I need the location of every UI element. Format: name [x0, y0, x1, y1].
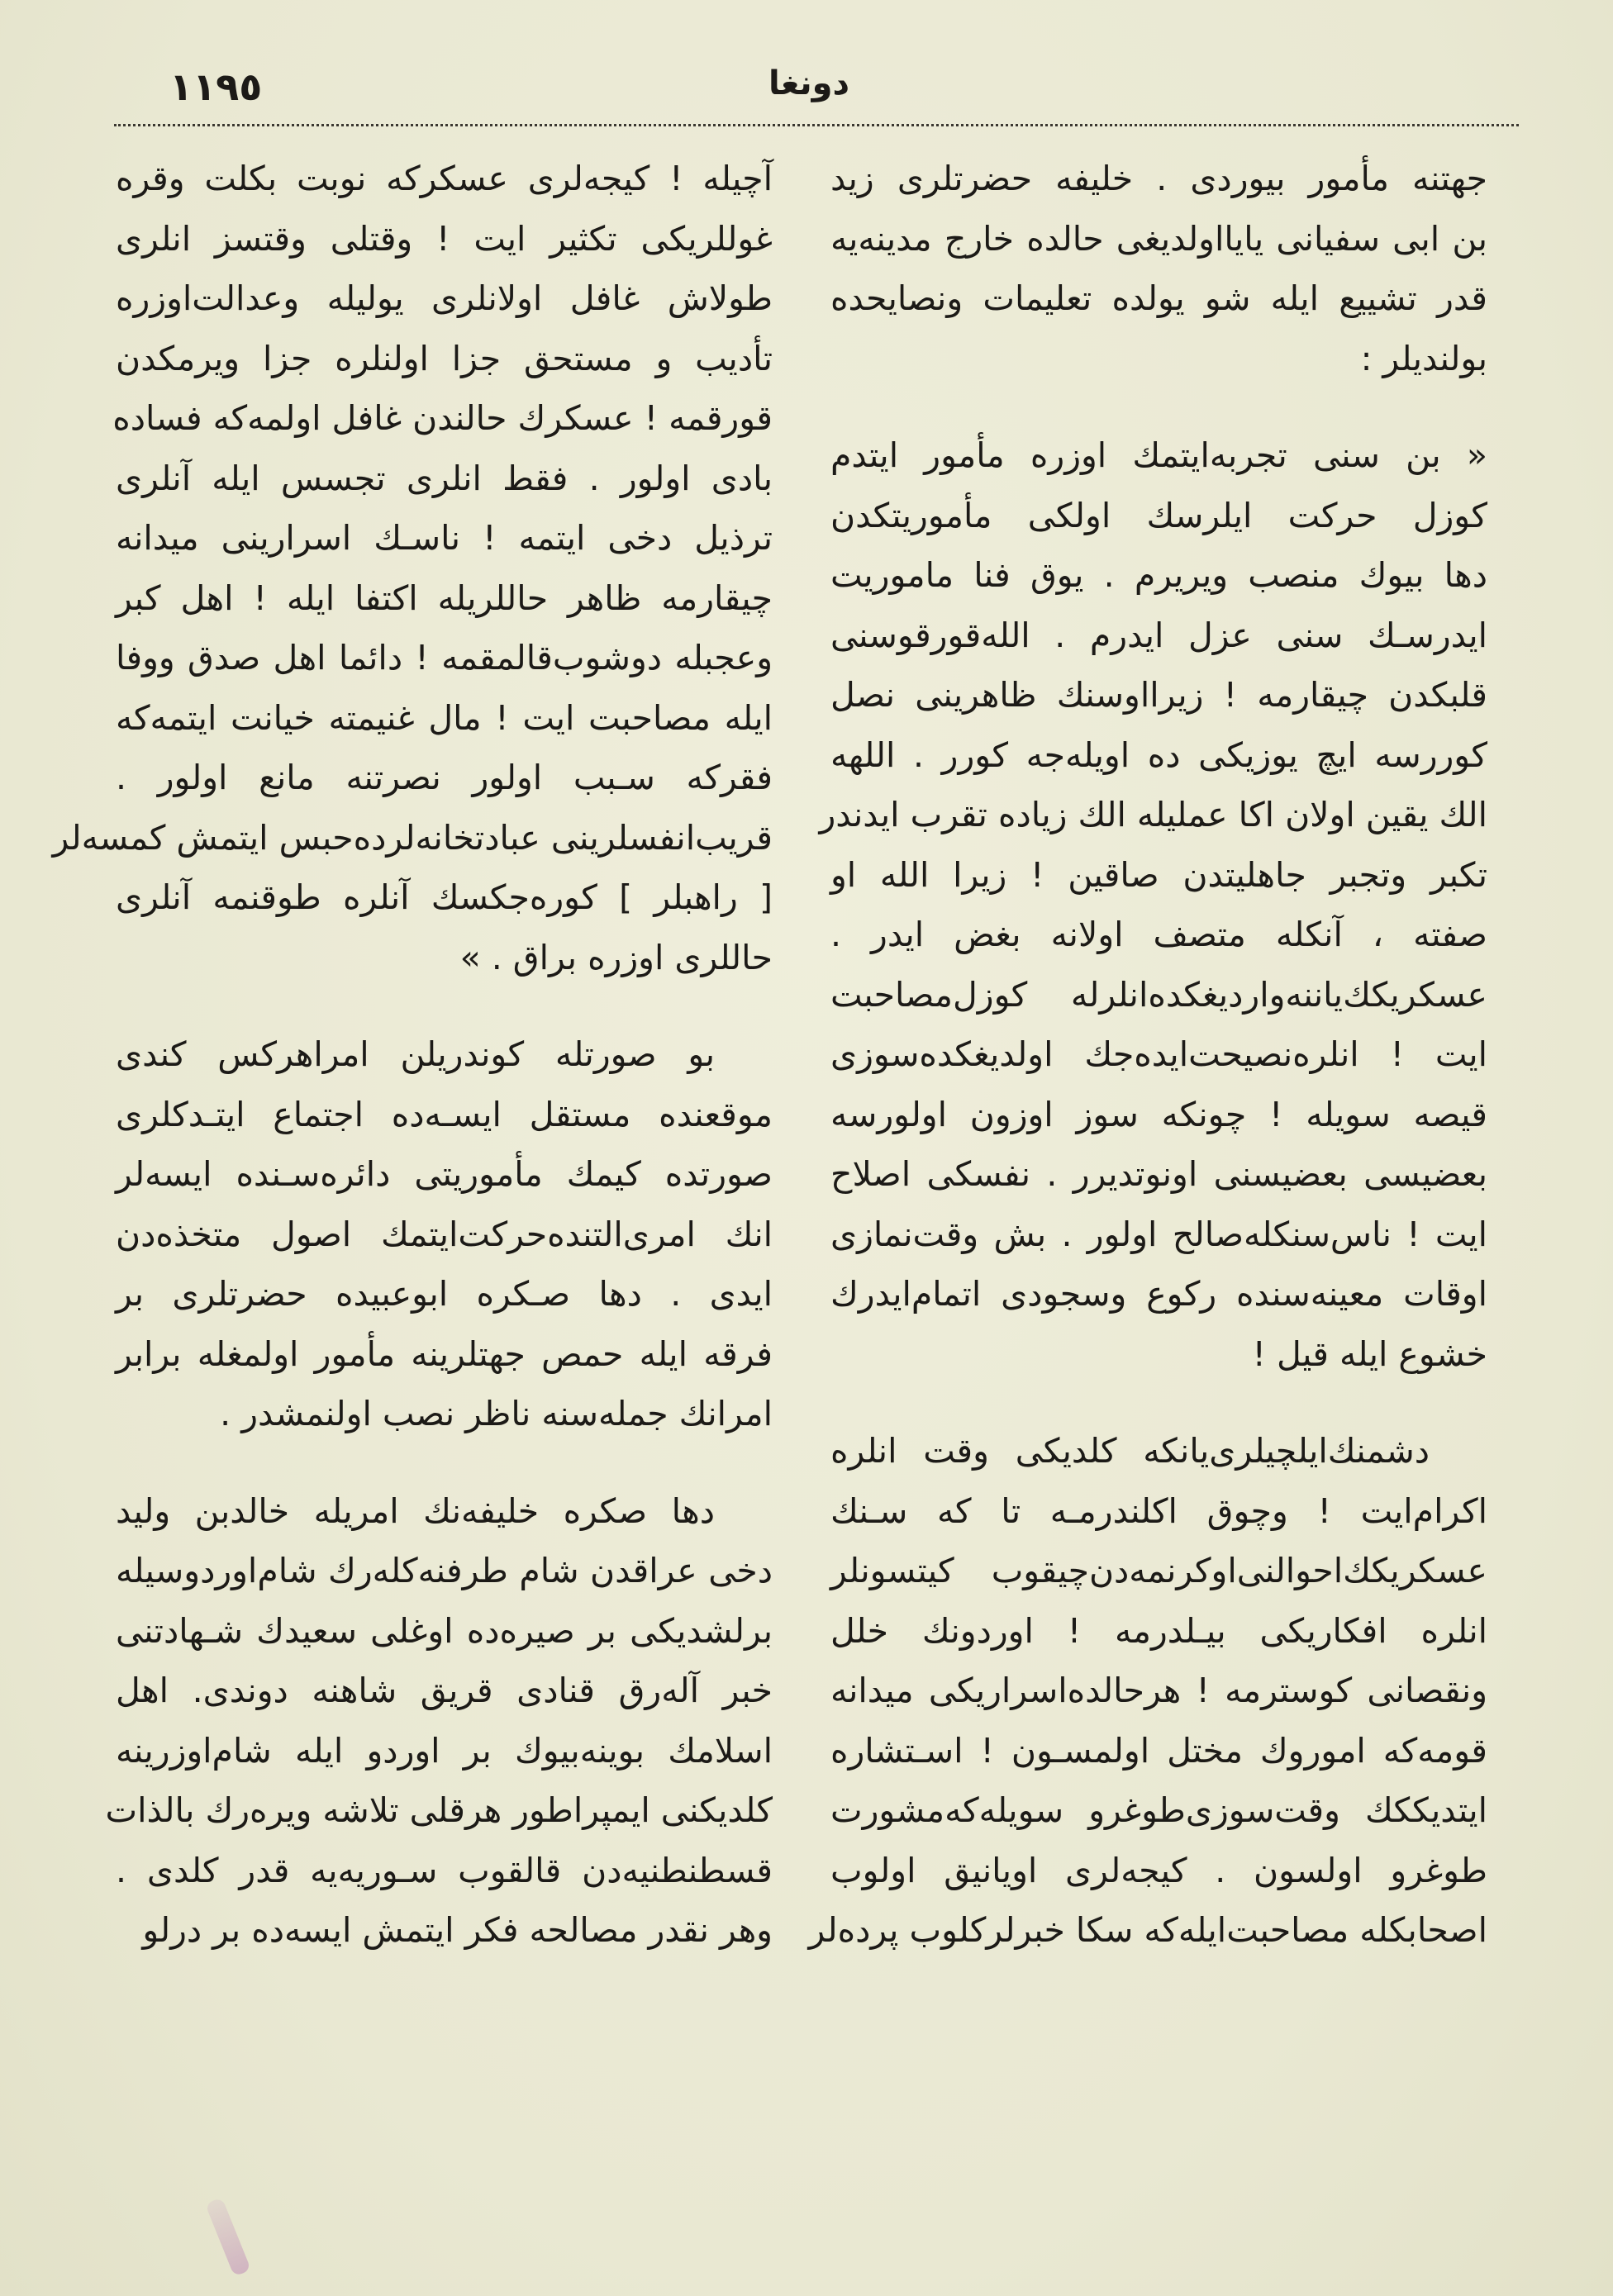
text-line: دها صکره خلیفه‌نك امریله خالدبن ولید [116, 1490, 715, 1531]
text-line: امرانك جمله‌سنه ناظر نصب اولنمشدر . [220, 1394, 773, 1433]
text-line: آچیله ! کیجه‌لری عسکرکه نوبت بکلت وقره [116, 159, 773, 198]
left-column [52, 149, 773, 1961]
text-line: طولاش غافل اولانلری یولیله وعدالت‌اوزره [116, 278, 773, 318]
text-line: تأدیب و مستحق جزا اولنلره جزا ویرمکدن [116, 338, 773, 378]
text-line: بادی اولور . فقط انلری تجسس ایله آنلری [116, 458, 773, 498]
text-line: « بن سنی تجربه‌ایتمك اوزره مأمور ایتدم [830, 435, 1487, 475]
running-title: دونغا [768, 64, 850, 102]
text-line: تکبر وتجبر جاهلیتدن صاقین ! زیرا الله او [830, 854, 1487, 895]
text-line: ونقصانی کوسترمه ! هرحالده‌اسراریکی میدانه [830, 1671, 1487, 1710]
text-line: کوررسه ایچ یوزیکی ده اویله‌جه کورر . اللهه [830, 734, 1487, 775]
text-line: ایت ! ناس‌سنکله‌صالح اولور . بش وقت‌نمازی [830, 1214, 1487, 1254]
text-line: بو صورتله کوندریلن امراهرکس کندی [116, 1034, 715, 1074]
text-line: قریب‌انفسلرینی عبادتخانه‌لرده‌حبس ایتمش کمسه‌لر [52, 817, 773, 858]
text-line: قومه‌که اموروك مختل اولمسـون ! اسـتشاره [830, 1730, 1487, 1771]
text-line: دشمنك‌ایلچیلری‌یانکه کلدیکی وقت انلره [830, 1431, 1430, 1471]
text-line: ایله مصاحبت ایت ! مال غنیمته خیانت ایتمه‌که [116, 697, 773, 738]
text-line: ایدرسـك سنی عزل ایدرم . الله‌قورقوسنی [830, 615, 1487, 655]
text-line: بعضیسی بعضیسنی اونوتدیرر . نفسکی اصلاح [830, 1154, 1487, 1194]
paragraph-gap [830, 388, 1487, 425]
text-line: خبر آله‌رق قنادی قریق شاهنه دوندی. اهل [116, 1671, 773, 1710]
text-line: برلشدیکی بر صیره‌ده اوغلی سعیدك شـهادتنی [116, 1610, 773, 1651]
paragraph-gap [116, 987, 773, 1024]
text-line: جهتنه مأمور بیوردی . خلیفه حضرتلری زید [830, 159, 1487, 198]
paragraph-gap [116, 1444, 773, 1481]
text-line: فقرکه سـبب اولور نصرتنه مانع اولور . [116, 758, 773, 797]
paragraph-gap [830, 1384, 1487, 1421]
text-line: حاللری اوزره براق . » [459, 937, 773, 977]
text-line: قدر تشییع ایله شو یولده تعلیمات ونصایحده [830, 278, 1487, 318]
text-line: اصحابکله مصاحبت‌ایله‌که سکا خبرلرکلوب پرده‌لر [808, 1910, 1487, 1950]
text-line: صورتده کیمك مأموریتی دائره‌سـنده ایسه‌لر [116, 1154, 773, 1194]
text-line: ایتدیککك وقت‌سوزی‌طوغرو سویله‌که‌مشورت [830, 1790, 1487, 1830]
text-line: الك یقین اولان اکا عملیله الك زیاده تقرب ایدندر [819, 795, 1487, 834]
page-number: ١١٩٥ [169, 64, 263, 109]
text-line: قورقمه ! عسکرك حالندن غافل اولمه‌که فساده [112, 398, 773, 438]
paragraph [808, 1421, 1487, 1961]
text-line: انك امری‌التنده‌حرکت‌ایتمك اصول متخذه‌دن [116, 1214, 773, 1254]
text-line: قیصه سویله ! چونکه سوز اوزون اولورسه [830, 1094, 1487, 1134]
text-line: کوزل حرکت ایلرسك اولکی مأموریتکدن [830, 495, 1487, 535]
text-line: وعجبله دوشوب‌قالمقمه ! دائما اهل صدق ووفا [116, 638, 773, 677]
text-line: خشوع ایله قیل ! [1252, 1333, 1487, 1374]
paragraph [52, 149, 773, 987]
text-line: ایت ! انلره‌نصیحت‌ایده‌جك اولدیغکده‌سوزی [830, 1034, 1487, 1074]
paragraph [830, 149, 1487, 388]
text-line: اکرام‌ایت ! وچوق اکلندرمـه تا که سـنك [830, 1490, 1487, 1531]
paragraph [105, 1481, 773, 1961]
text-line: اسلامك بوینه‌بیوك بر اوردو ایله شام‌اوزرینه [116, 1730, 773, 1771]
text-line: بن ابی سفیانی یایااولدیغی حالده خارج مدینه‌یه [830, 218, 1487, 259]
paragraph [116, 1024, 773, 1444]
text-line: ترذیل دخی ایتمه ! ناسـك اسرارینی میدانه [116, 518, 773, 558]
text-line: دها بیوك منصب ویریرم . یوق فنا ماموریت [830, 555, 1487, 595]
right-column [808, 149, 1487, 1961]
text-line: چیقارمه ظاهر حاللریله اکتفا ایله ! اهل کبر [116, 578, 773, 618]
text-line: موقعنده مستقل ایسـه‌ده اجتماع ایتـدکلری [116, 1094, 773, 1134]
text-line: دخی عراقدن شام طرفنه‌کله‌رك شام‌اوردوسیله [116, 1551, 773, 1590]
text-line: بولندیلر : [1360, 338, 1487, 378]
text-line: طوغرو اولسون . کیجه‌لری اویانیق اولوب [830, 1850, 1487, 1890]
text-line: فرقه ایله حمص جهتلرینه مأمور اولمغله برابر [116, 1333, 773, 1374]
header-rule [114, 124, 1519, 126]
text-line: کلدیکنی ایمپراطور هرقلی تلاشه ویره‌رك بالذات [105, 1790, 773, 1830]
text-line: غوللریکی تکثیر ایت ! وقتلی وقتسز انلری [116, 218, 773, 259]
text-line: قلبکدن چیقارمه ! زیرااوسنك ظاهرینی نصل [830, 675, 1487, 715]
ink-stain [205, 2197, 251, 2276]
text-line: ایدی . دها صـکره ابوعبیده حضرتلری بر [116, 1274, 773, 1314]
text-line: عسکریکك‌احوالنی‌اوکرنمه‌دن‌چیقوب کیتسونلر [830, 1551, 1487, 1590]
text-line: عسکریکك‌یاننه‌واردیغکده‌انلرله کوزل‌مصاحبت [830, 974, 1487, 1015]
text-line: صفته ، آنکله متصف اولانه بغض ایدر . [830, 915, 1487, 954]
paragraph [819, 425, 1487, 1384]
text-line: اوقات معینه‌سنده رکوع وسجودی اتمام‌ایدرك [830, 1274, 1487, 1314]
text-line: انلره افکاریکی بیـلدرمه ! اوردونك خلل [830, 1610, 1487, 1651]
text-line: وهر نقدر مصالحه فکر ایتمش ایسه‌ده بر درلو [142, 1910, 773, 1950]
text-line: قسطنطنیه‌دن قالقوب سـوریه‌یه قدر کلدی . [116, 1850, 773, 1890]
text-line: [ راهبلر ] کوره‌جکسك آنلره طوقنمه آنلری [116, 877, 773, 917]
